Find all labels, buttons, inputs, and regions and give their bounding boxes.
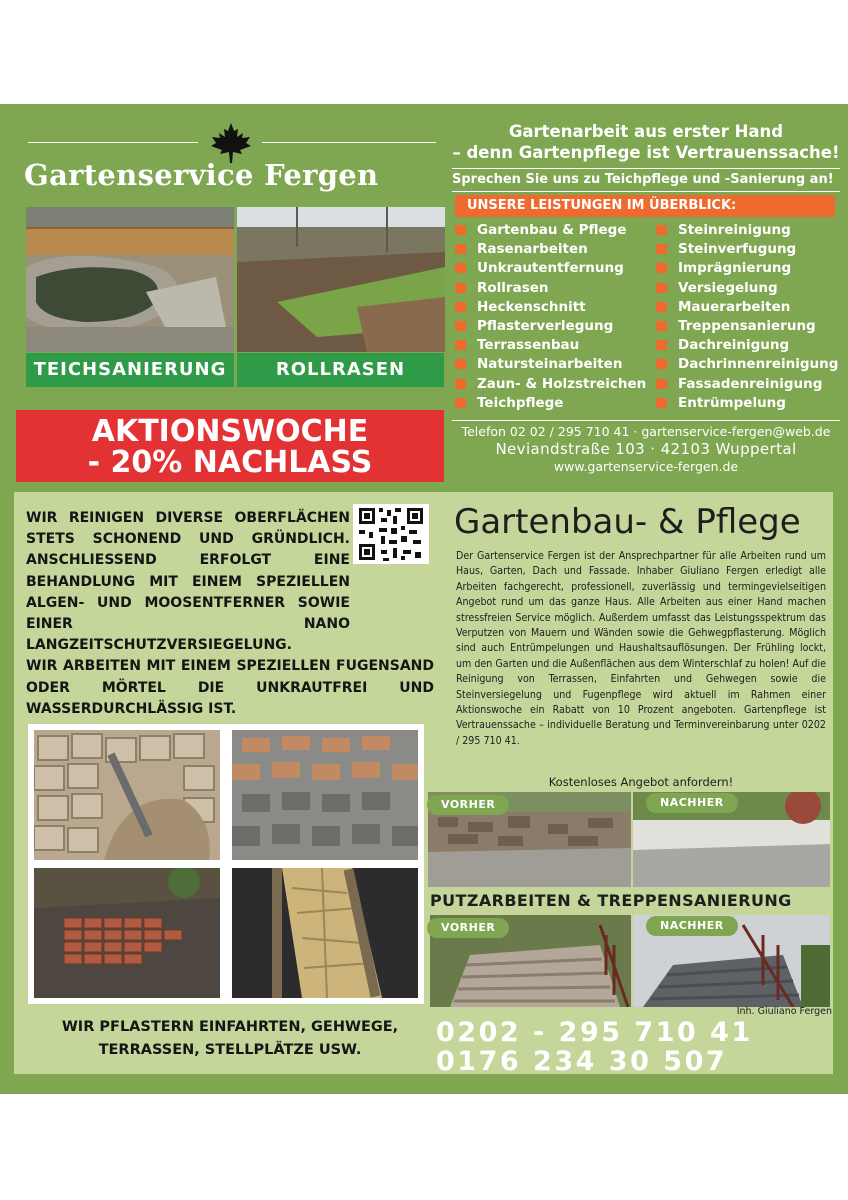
section-headline: Gartenbau- & Pflege <box>454 502 801 542</box>
bullet-icon <box>455 302 466 312</box>
after-label-2: NACHHER <box>646 916 738 936</box>
list-item: Steinverfugung <box>656 240 848 259</box>
list-item: Pflasterverlegung <box>455 317 655 336</box>
paving-photo-2 <box>232 730 418 860</box>
list-item: Zaun- & Holzstreichen <box>455 375 655 394</box>
bullet-icon <box>455 283 466 293</box>
plaster-stairs-title: PUTZARBEITEN & TREPPENSANIERUNG <box>430 891 792 910</box>
action-line-1: AKTIONSWOCHE <box>91 414 369 449</box>
bullet-icon <box>455 225 466 235</box>
bullet-icon <box>656 302 667 312</box>
paving-caption <box>26 1016 434 1062</box>
body-text: Der Gartenservice Fergen ist der Ansprechpartner für alle Arbeiten rund um Haus, Garten, Dach und Fassade. Inhaber Giuliano Fergen erledigt alle Arbeiten fachgerecht, professionell, zuverlässig und termingevielseitigen Angebot rund um das ganze Haus. Alle Arbeiten aus einer Hand machen stressfreien Service möglich. Außerdem umfasst das Leistungsspektrum das Verputzen von Mauern und Wänden sowie die Gehwegpflasterung. Möglich sind auch Entrümpelungen und Haushaltsauflösungen. Der Frühling lockt, um den Garten und die Außenflächen aus dem Winterschlaf zu holen! Auf die Reinigung von Terrassen, Einfahrten und Gehwegen sowie die Steinversiegelung und Fugenpflege wird aktuell im Rahmen einer Aktionswoche ein Rabatt von 10 Prozent angeboten. Gartenpflege ist Vertrauenssache – individuelle Beratung und Terminvereinbarung unter 0202 / 295 710 41. <box>456 550 826 747</box>
list-item: Steinreinigung <box>656 221 848 240</box>
bullet-icon <box>455 379 466 389</box>
list-item: Treppensanierung <box>656 317 848 336</box>
list-item: Entrümpelung <box>656 394 848 413</box>
cleaning-text: WIR REINIGEN DIVERSE OBERFLÄCHEN STETS SCHONEND UND GRÜNDLICH. ANSCHLIESSEND ERFOLGT EINE BEHANDLUNG MIT EINEM SPEZIELLEN ALGEN- UND MOOSENTFERNER SOWIE EINER NANO LANGZEITSCHUTZVERSIEGELUNG. <box>26 510 350 654</box>
after-label: NACHHER <box>646 793 738 813</box>
before-label: VORHER <box>427 795 509 815</box>
brand-name: Gartenservice Fergen <box>24 158 379 192</box>
list-item: Gartenbau & Pflege <box>455 221 655 240</box>
paving-caption-1: WIR PFLASTERN EINFAHRTEN, GEHWEGE, <box>61 1019 399 1035</box>
divider-line-left <box>28 142 198 143</box>
list-item: Versiegelung <box>656 279 848 298</box>
list-item: Natursteinarbeiten <box>455 355 655 374</box>
list-item: Rollrasen <box>455 279 655 298</box>
list-item: Teichpflege <box>455 394 655 413</box>
bullet-icon <box>455 244 466 254</box>
bullet-icon <box>656 321 667 331</box>
contact-block <box>452 420 840 475</box>
phone-mobile[interactable]: 0176 234 30 507 <box>436 1046 728 1077</box>
free-quote-cta: Kostenloses Angebot anfordern! <box>548 775 734 789</box>
bullet-icon <box>656 283 667 293</box>
bullet-icon <box>656 379 667 389</box>
contact-phone-email[interactable]: Telefon 02 02 / 295 710 41 · gartenservice-fergen@web.de <box>452 420 840 440</box>
phone-landline[interactable]: 0202 - 295 710 41 <box>436 1017 753 1048</box>
subline: Sprechen Sie uns zu Teichpflege und -Sanierung an! <box>452 168 840 192</box>
tagline-1: Gartenarbeit aus erster Hand <box>508 122 784 141</box>
pond-caption: TEICHSANIERUNG <box>26 353 234 387</box>
list-item: Fassadenreinigung <box>656 375 848 394</box>
contact-website[interactable]: www.gartenservice-fergen.de <box>553 459 739 474</box>
list-item: Imprägnierung <box>656 259 848 278</box>
owner-name: Inh. Giuliano Fergen <box>736 1006 832 1017</box>
pond-photo <box>26 207 234 352</box>
list-item: Dachrinnenreinigung <box>656 355 848 374</box>
lawn-caption: ROLLRASEN <box>237 353 444 387</box>
tagline-2: – denn Gartenpflege ist Vertrauenssache! <box>452 143 840 162</box>
qr-code[interactable] <box>353 504 429 564</box>
bullet-icon <box>455 398 466 408</box>
bullet-icon <box>656 225 667 235</box>
paving-photo-4 <box>232 868 418 998</box>
paving-photo-collage <box>28 724 424 1004</box>
paving-caption-2: TERRASSEN, STELLPLÄTZE USW. <box>98 1042 362 1058</box>
bullet-icon <box>656 398 667 408</box>
services-title: UNSERE LEISTUNGEN IM ÜBERBLICK: <box>455 195 835 217</box>
list-item: Heckenschnitt <box>455 298 655 317</box>
bullet-icon <box>656 263 667 273</box>
lawn-photo <box>237 207 445 352</box>
list-item: Unkrautentfernung <box>455 259 655 278</box>
list-item: Dachreinigung <box>656 336 848 355</box>
joint-sand-text: WIR ARBEITEN MIT EINEM SPEZIELLEN FUGENSAND ODER MÖRTEL DIE UNKRAUTFREI UND WASSERDURCHLÄSSIG IST. <box>26 658 434 717</box>
action-line-2: - 20% NACHLASS <box>87 445 373 480</box>
bullet-icon <box>656 340 667 350</box>
tagline <box>450 121 842 163</box>
bullet-icon <box>656 244 667 254</box>
bullet-icon <box>455 340 466 350</box>
bullet-icon <box>455 321 466 331</box>
bullet-icon <box>455 263 466 273</box>
paving-photo-1 <box>34 730 220 860</box>
paving-photo-3 <box>34 868 220 998</box>
services-list-left <box>455 221 655 413</box>
bullet-icon <box>455 359 466 369</box>
divider-line-right <box>262 142 436 143</box>
bullet-icon <box>656 359 667 369</box>
before-label-2: VORHER <box>427 918 509 938</box>
list-item: Rasenarbeiten <box>455 240 655 259</box>
list-item: Terrassenbau <box>455 336 655 355</box>
services-list-right <box>656 221 848 413</box>
list-item: Mauerarbeiten <box>656 298 848 317</box>
action-banner <box>16 410 444 482</box>
contact-address: Neviandstraße 103 · 42103 Wuppertal <box>495 440 797 458</box>
